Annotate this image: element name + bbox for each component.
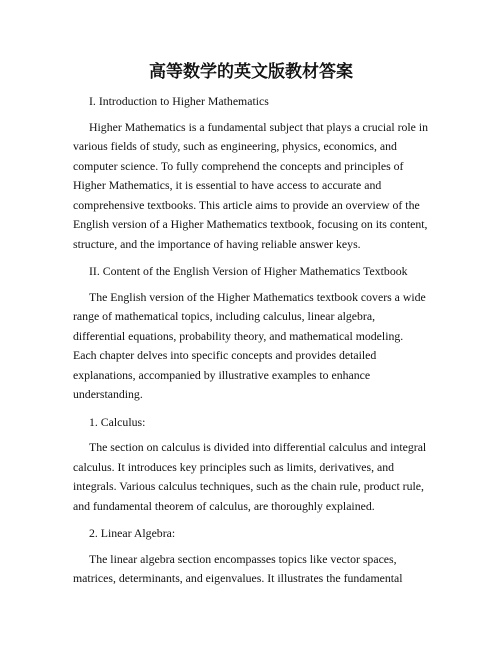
section-calculus — [73, 413, 429, 517]
section-heading: II. Content of the English Version of Higher Mathematics Textbook — [89, 264, 408, 278]
section-content-overview — [73, 262, 429, 405]
section-paragraph: The section on calculus is divided into differential calculus and integral calculus. It introduces key principles such as limits, derivatives, and integrals. Various calculus techniques, such as the chain rule, product rule, and fundamental theorem of calculus, are thoroughly explained. — [73, 440, 427, 513]
section-paragraph: The linear algebra section encompasses topics like vector spaces, matrices, determinants, and eigenvalues. It illustrates the fundamental — [73, 551, 403, 585]
section-paragraph: The English version of the Higher Mathematics textbook covers a wide range of mathematical topics, including calculus, linear algebra, differential equations, probability theory, and mathematical modeling. Each chapter delves into specific concepts and provides detailed explanations, accompanied by illustrative examples to enhance understanding. — [73, 289, 426, 401]
section-heading: 2. Linear Algebra: — [89, 526, 176, 540]
section-linear-algebra — [73, 524, 429, 589]
document-body — [73, 92, 429, 597]
section-heading: 1. Calculus: — [89, 414, 146, 429]
section-heading: I. Introduction to Higher Mathematics — [89, 94, 269, 108]
section-paragraph: Higher Mathematics is a fundamental subject that plays a crucial role in various fields of study, such as engineering, physics, economics, and computer science. To fully comprehend the concepts and principles of Higher Mathematics, it is essential to have access to accurate and comprehensive textbooks. This article aims to provide an overview of the English version of a Higher Mathematics textbook, focusing on its content, structure, and the importance of having reliable answer keys. — [73, 119, 429, 251]
section-introduction — [73, 92, 429, 254]
document-title: 高等数学的英文版教材答案 — [149, 62, 353, 82]
